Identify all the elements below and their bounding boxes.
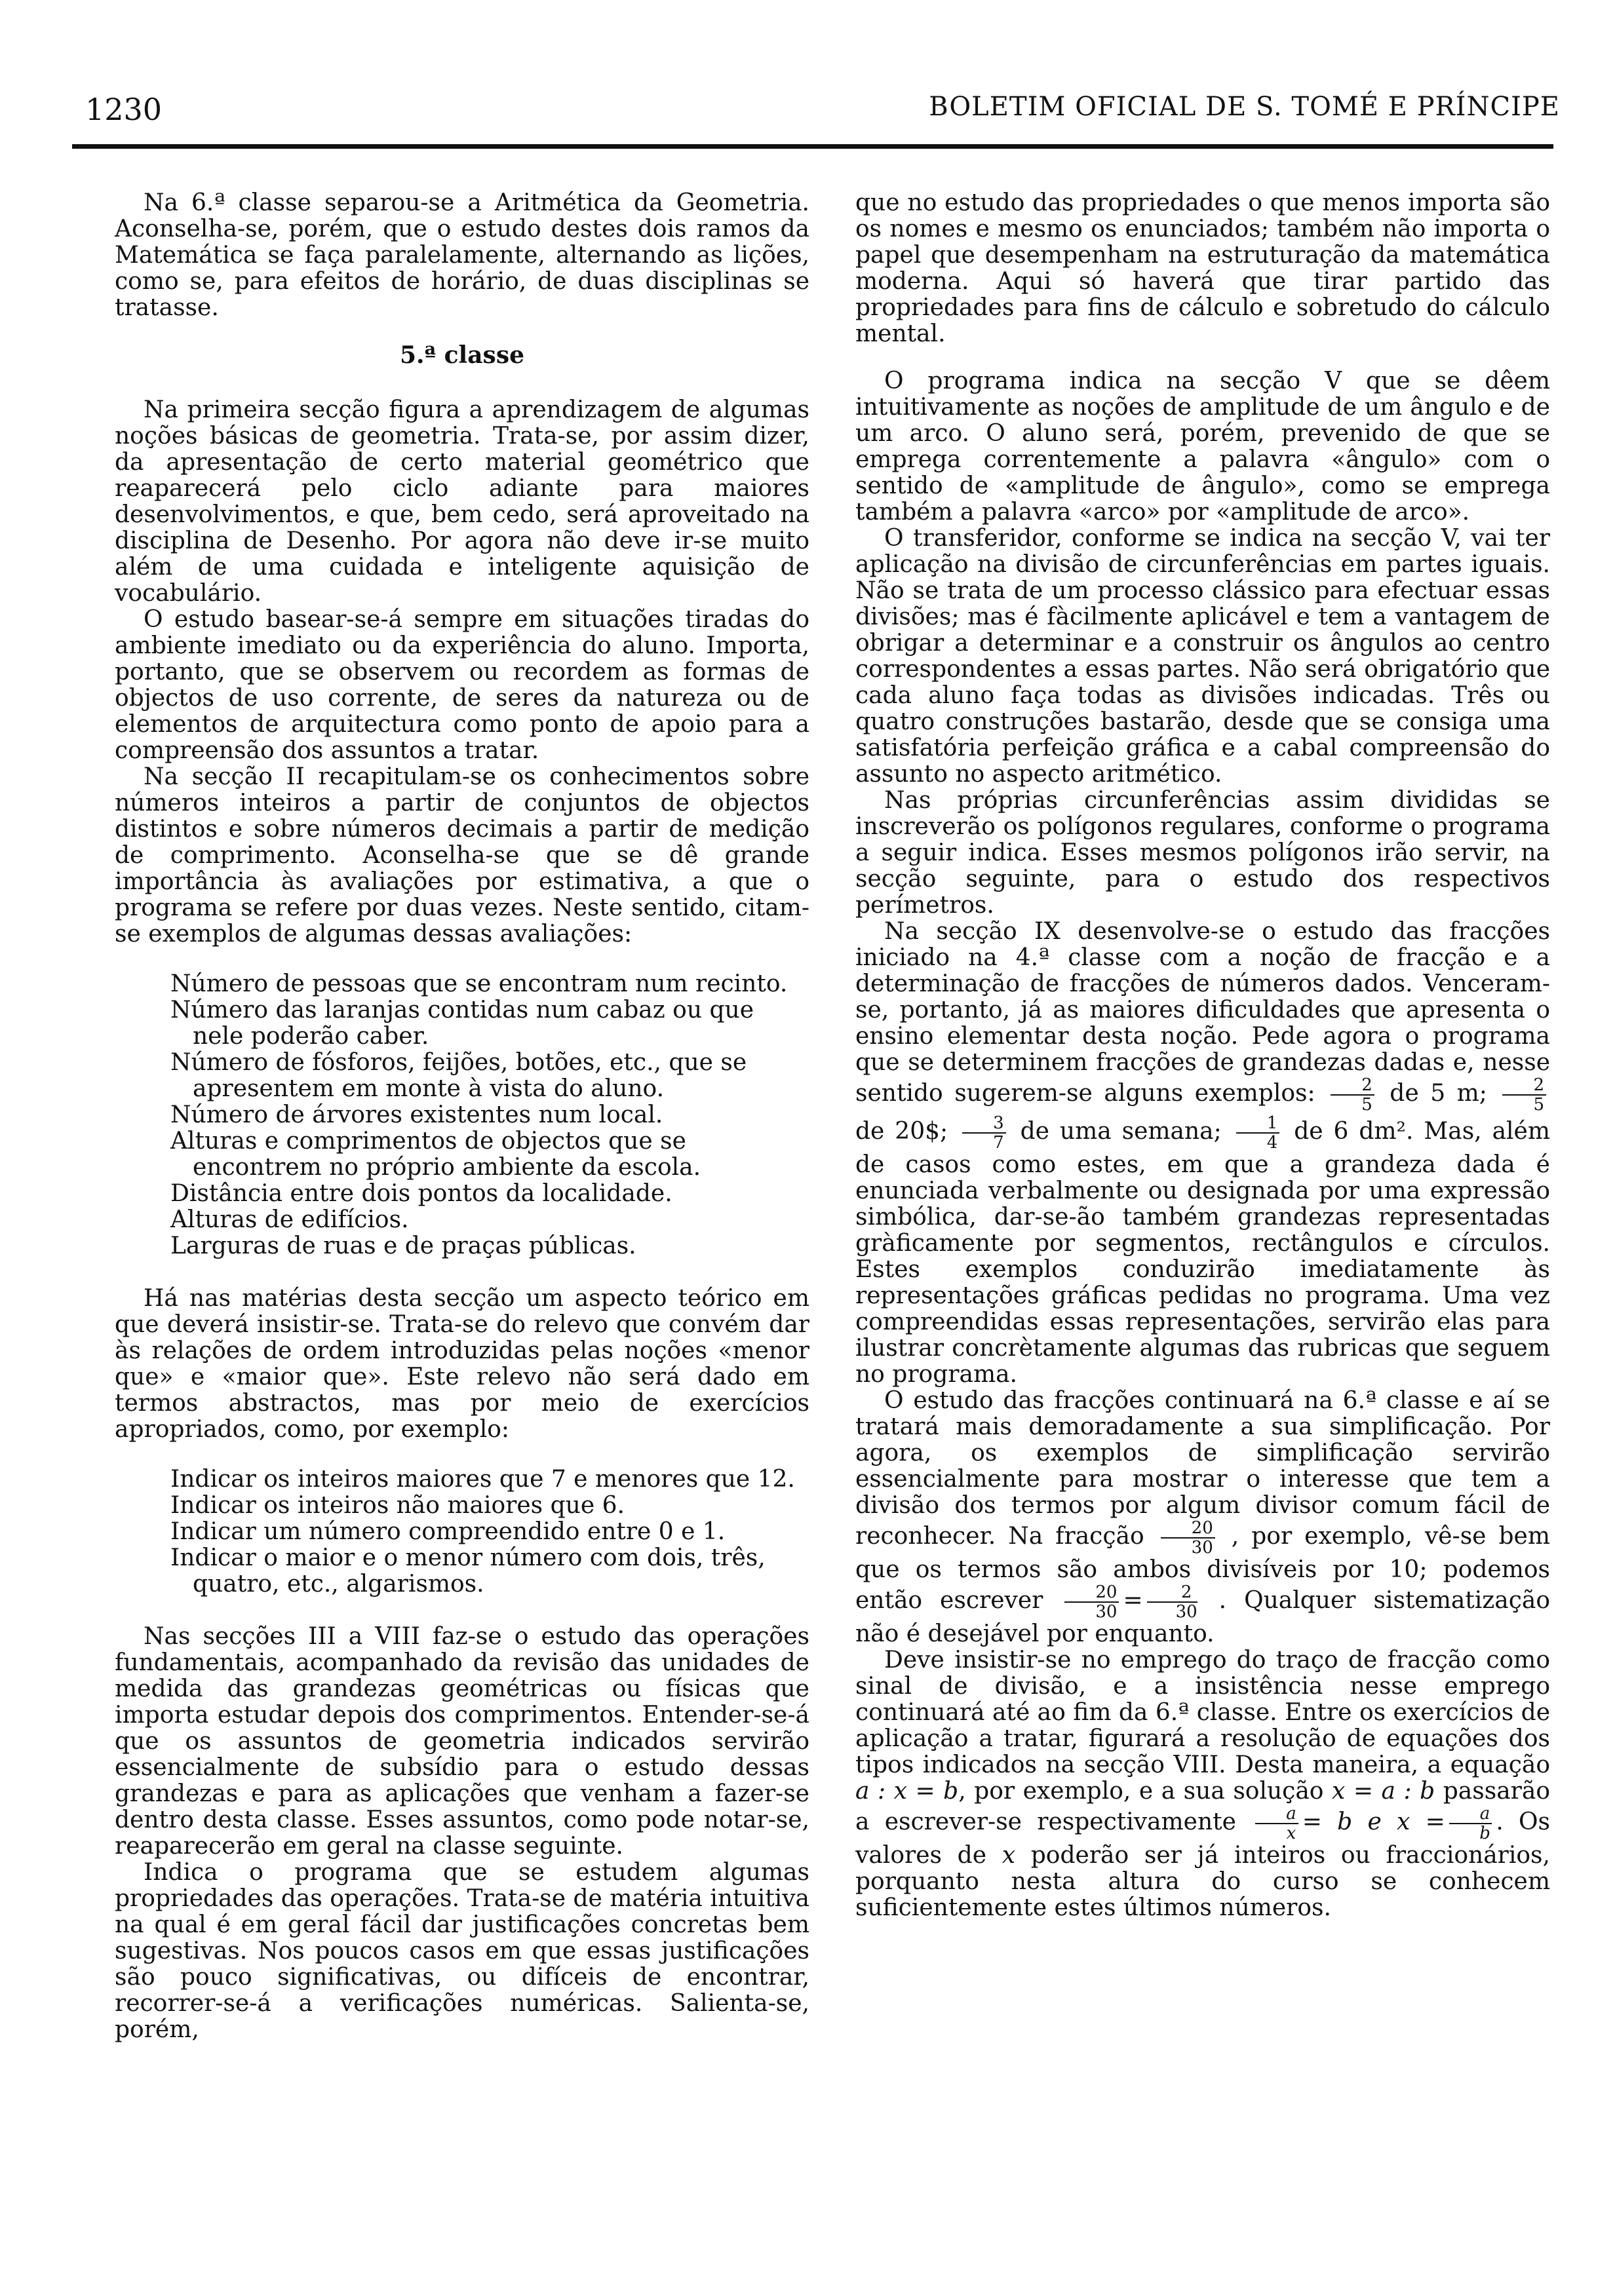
fraction-numerator: 2 — [1331, 1076, 1374, 1096]
fraction-a-over-b — [1449, 1805, 1492, 1843]
left-paragraph-1: Na 6.ª classe separou-se a Aritmética da Geometria. Aconselha-se, porém, que o estudo destes dois ramos da Matemática se faça paralelamente, alternando as lições, como se, para efeitos de horário, de duas disciplinas se tratasse. — [115, 189, 809, 321]
right-paragraph-2: O programa indica na secção V que se dêem intuitivamente as noções de amplitude de um ângulo e de um arco. O aluno será, porém, prevenido de que se emprega correntemente a palavra «ângulo» com o sentido de «amplitude de ângulo», como se emprega também a palavra «arco» por «amplitude de arco». — [855, 368, 1550, 526]
left-paragraph-3: O estudo basear-se-á sempre em situações tiradas do ambiente imediato ou da experiência do aluno. Importa, portanto, que se observem ou recordem as formas de objectos de uso corrente, de seres da natureza ou de elementos de arquitectura como ponto de apoio para a compreensão dos assuntos a tratar. — [115, 606, 809, 764]
equation: x = a : b — [1332, 1778, 1435, 1805]
list-item: Número de árvores existentes num local. — [170, 1101, 663, 1128]
left-paragraph-7: Indica o programa que se estudem algumas propriedades das operações. Trata-se de matéria intuitiva na qual é em geral fácil dar justificações concretas bem sugestivas. Nos poucos casos em que essas justificações são pouco significativas, ou difíceis de encontrar, recorrer-se-á a verificações numéricas. Salienta-se, porém, — [115, 1859, 809, 2043]
variable: x — [1002, 1842, 1016, 1869]
list-item: Indicar os inteiros não maiores que 6. — [170, 1492, 625, 1519]
fraction-two-fifths — [1331, 1076, 1374, 1114]
list-item: Indicar o maior e o menor número com dois, três, quatro, etc., algarismos. — [170, 1544, 766, 1598]
text-run: Na secção IX desenvolve-se o estudo das fracções iniciado na 4.ª classe com a noção de fracção e a determinação de fracções de números dados. Venceram-se, portanto, já as maiores dificuldades que apresenta o ensino elementar desta noção. Pede agora o programa que se determinem fracções de grandezas dadas e, nesse sentido sugerem-se alguns exemplos: — [855, 918, 1550, 1107]
text-run: , por exemplo, e a sua solução — [958, 1778, 1324, 1805]
left-paragraph-2: Na primeira secção figura a aprendizagem de algumas noções básicas de geometria. Trata-se, por assim dizer, da apresentação de certo material geométrico que reaparecerá pelo ciclo adiante para maiores desenvolvimentos, e que, bem cedo, será aproveitado na disciplina de Desenho. Por agora não deve ir-se muito além de uma cuidada e inteligente aquisição de vocabulário. — [115, 396, 809, 607]
list-item: Número das laranjas contidas num cabaz ou que nele poderão caber. — [170, 997, 754, 1050]
left-paragraph-6: Nas secções III a VIII faz-se o estudo das operações fundamentais, acompanhado da revisão das unidades de medida das grandezas geométricas ou físicas que importa estudar depois dos comprimentos. Entender-se-á que os assuntos de geometria indicados servirão essencialmente de subsídio para o estudo dessas grandezas e para as aplicações que venham a fazer-se dentro desta classe. Esses assuntos, como pode notar-se, reaparecerão em geral na classe seguinte. — [115, 1623, 809, 1860]
fraction-a-over-x — [1255, 1805, 1298, 1843]
text-run: de uma semana; — [1020, 1118, 1222, 1145]
fraction-denominator: 7 — [993, 1133, 1004, 1153]
fraction-numerator: a — [1449, 1805, 1492, 1824]
fraction-denominator: 30 — [1175, 1602, 1197, 1622]
text-run: . Qualquer sistematização não é desejável por enquanto. — [855, 1587, 1551, 1647]
exercise-examples-list — [115, 1466, 809, 1598]
list-item: Alturas e comprimentos de objectos que se encontrem no próprio ambiente da escola. — [170, 1128, 701, 1181]
left-paragraph-4: Na secção II recapitulam-se os conhecimentos sobre números inteiros a partir de conjuntos de objectos distintos e sobre números decimais a partir de medição de comprimento. Aconselha-se que se dê grande importância às avaliações por estimativa, a que o programa se refere por duas vezes. Neste sentido, citam-se exemplos de algumas dessas avaliações: — [115, 763, 809, 947]
text-run: O estudo das fracções continuará na 6.ª classe e aí se tratará mais demoradamente a sua simplificação. Por agora, os exemplos de simplificação servirão essencialmente para mostrar o interesse que tem a divisão dos termos por algum divisor comum fácil de reconhecer. Na fracção — [855, 1387, 1550, 1550]
page-number: 1230 — [85, 92, 163, 127]
equation: a : x = b — [855, 1778, 959, 1805]
text-run: , por exemplo, vê-se bem que os termos são ambos divisíveis por 10; podemos então escrever — [855, 1523, 1550, 1614]
fraction-two-fifths-second — [1502, 1076, 1546, 1114]
fraction-two-thirds — [1147, 1583, 1197, 1621]
fraction-denominator: x — [1286, 1824, 1296, 1843]
fraction-numerator: 20 — [1064, 1583, 1119, 1603]
left-column — [115, 190, 809, 2043]
text-run: de 20$; — [855, 1118, 948, 1145]
right-paragraph-5 — [855, 919, 1550, 1388]
equation: = b e x = — [1302, 1808, 1445, 1835]
list-item: Distância entre dois pontos da localidade. — [170, 1180, 672, 1207]
fraction-three-sevenths — [962, 1114, 1006, 1152]
fraction-one-quarter — [1236, 1114, 1280, 1152]
list-item: Alturas de edifícios. — [170, 1206, 409, 1233]
fraction-numerator: a — [1255, 1805, 1298, 1824]
header-rule — [72, 144, 1553, 149]
estimation-examples-list — [115, 971, 809, 1259]
text-run: Deve insistir-se no emprego do traço de fracção como sinal de divisão, e a insistência nesse emprego continuará até ao fim da 6.ª classe. Entre os exercícios de aplicação a tratar, figurará a resolução de equações dos tipos indicados na secção VIII. Desta maneira, a equação — [855, 1647, 1550, 1778]
fraction-denominator: 4 — [1266, 1133, 1278, 1153]
fraction-denominator: b — [1479, 1824, 1490, 1843]
page-header — [85, 92, 1560, 144]
fraction-numerator: 2 — [1147, 1583, 1197, 1603]
fraction-twenty-thirtieths — [1161, 1519, 1215, 1557]
text-run: . Os valores de — [855, 1808, 1551, 1869]
section-heading: 5.ª classe — [399, 341, 524, 369]
right-paragraph-4: Nas próprias circunferências assim divididas se inscreverão os polígonos regulares, conforme o programa a seguir indica. Esses mesmos polígonos irão servir, na secção seguinte, para o estudo dos respectivos perímetros. — [855, 787, 1550, 919]
list-item: Indicar um número compreendido entre 0 e 1. — [170, 1518, 726, 1545]
right-paragraph-6: O estudo das fracções continuará na 6.ª classe e aí se tratará mais demoradamente a sua simplificação. Por agora, os exemplos de simplificação servirão essencialmente para mostrar o interesse que tem a divisão dos termos por algum divisor comum fácil de reconhecer. Na fracção $\frac{20}{30}$ , por exemplo, vê-se bem que os termos são ambos divisíveis por 10; podemos então escrever $\frac{20}{30}$ = $\frac{2}{30}$ . Qualquer sistematização não é desejável por enquanto. — [855, 1387, 1551, 1647]
list-item: Número de pessoas que se encontram num recinto. — [170, 970, 788, 997]
text-run: passarão a escrever-se respectivamente — [855, 1778, 1550, 1835]
text-run: poderão ser já inteiros ou fraccionários, porquanto nesta altura do curso se conhecem suficientemente estes últimos números. — [855, 1842, 1550, 1921]
fraction-denominator: 5 — [1361, 1095, 1372, 1115]
fraction-denominator: 5 — [1533, 1095, 1544, 1115]
right-column — [855, 190, 1550, 1921]
fraction-numerator: 3 — [962, 1114, 1006, 1134]
right-paragraph-1: que no estudo das propriedades o que menos importa são os nomes e mesmo os enunciados; também não importa o papel que desempenham na estruturação da matemática moderna. Aqui só haverá que tirar partido das propriedades para fins de cálculo e sobretudo do cálculo mental. — [855, 189, 1550, 347]
fraction-twenty-thirtieths-eq — [1064, 1583, 1119, 1621]
journal-title: BOLETIM OFICIAL DE S. TOMÉ E PRÍNCIPE — [929, 92, 1560, 122]
right-paragraph-7 — [855, 1647, 1550, 1921]
fraction-numerator: 2 — [1502, 1076, 1546, 1096]
fraction-numerator: 20 — [1161, 1519, 1215, 1539]
list-item: Número de fósforos, feijões, botões, etc., que se apresentem em monte à vista do aluno. — [170, 1049, 747, 1102]
right-paragraph-3: O transferidor, conforme se indica na secção V, vai ter aplicação na divisão de circunferências em partes iguais. Não se trata de um processo clássico para efectuar essas divisões; mas é fàcilmente aplicável e tem a vantagem de obrigar a determinar e a construir os ângulos ao centro correspondentes a essas partes. Não será obrigatório que cada aluno faça todas as divisões indicadas. Três ou quatro construções bastarão, desde que se consiga uma satisfatória perfeição gráfica e a cabal compreensão do assunto no aspecto aritmético. — [855, 525, 1550, 788]
text-run: de 5 m; — [1390, 1080, 1487, 1107]
fraction-denominator: 30 — [1095, 1602, 1118, 1622]
text-run: de 6 dm². Mas, além de casos como estes, em que a grandeza dada é enunciada verbalmente ou designada por uma expressão simbólica, dar-se-ão também grandezas representadas gràficamente por segmentos, rectângulos e círculos. Estes exemplos conduzirão imediatamente às representações gráficas pedidas no programa. Uma vez compreendidas essas representações, servirão elas para ilustrar concrètamente algumas das rubricas que seguem no programa. — [855, 1118, 1550, 1388]
fraction-denominator: 30 — [1191, 1538, 1213, 1558]
list-item: Indicar os inteiros maiores que 7 e menores que 12. — [170, 1466, 795, 1493]
list-item: Larguras de ruas e de praças públicas. — [170, 1233, 636, 1259]
fraction-numerator: 1 — [1236, 1114, 1280, 1134]
left-paragraph-5: Há nas matérias desta secção um aspecto teórico em que deverá insistir-se. Trata-se do relevo que convém dar às relações de ordem introduzidas pelas noções «menor que» e «maior que». Este relevo não será dado em termos abstractos, mas por meio de exercícios apropriados, como, por exemplo: — [115, 1285, 809, 1443]
